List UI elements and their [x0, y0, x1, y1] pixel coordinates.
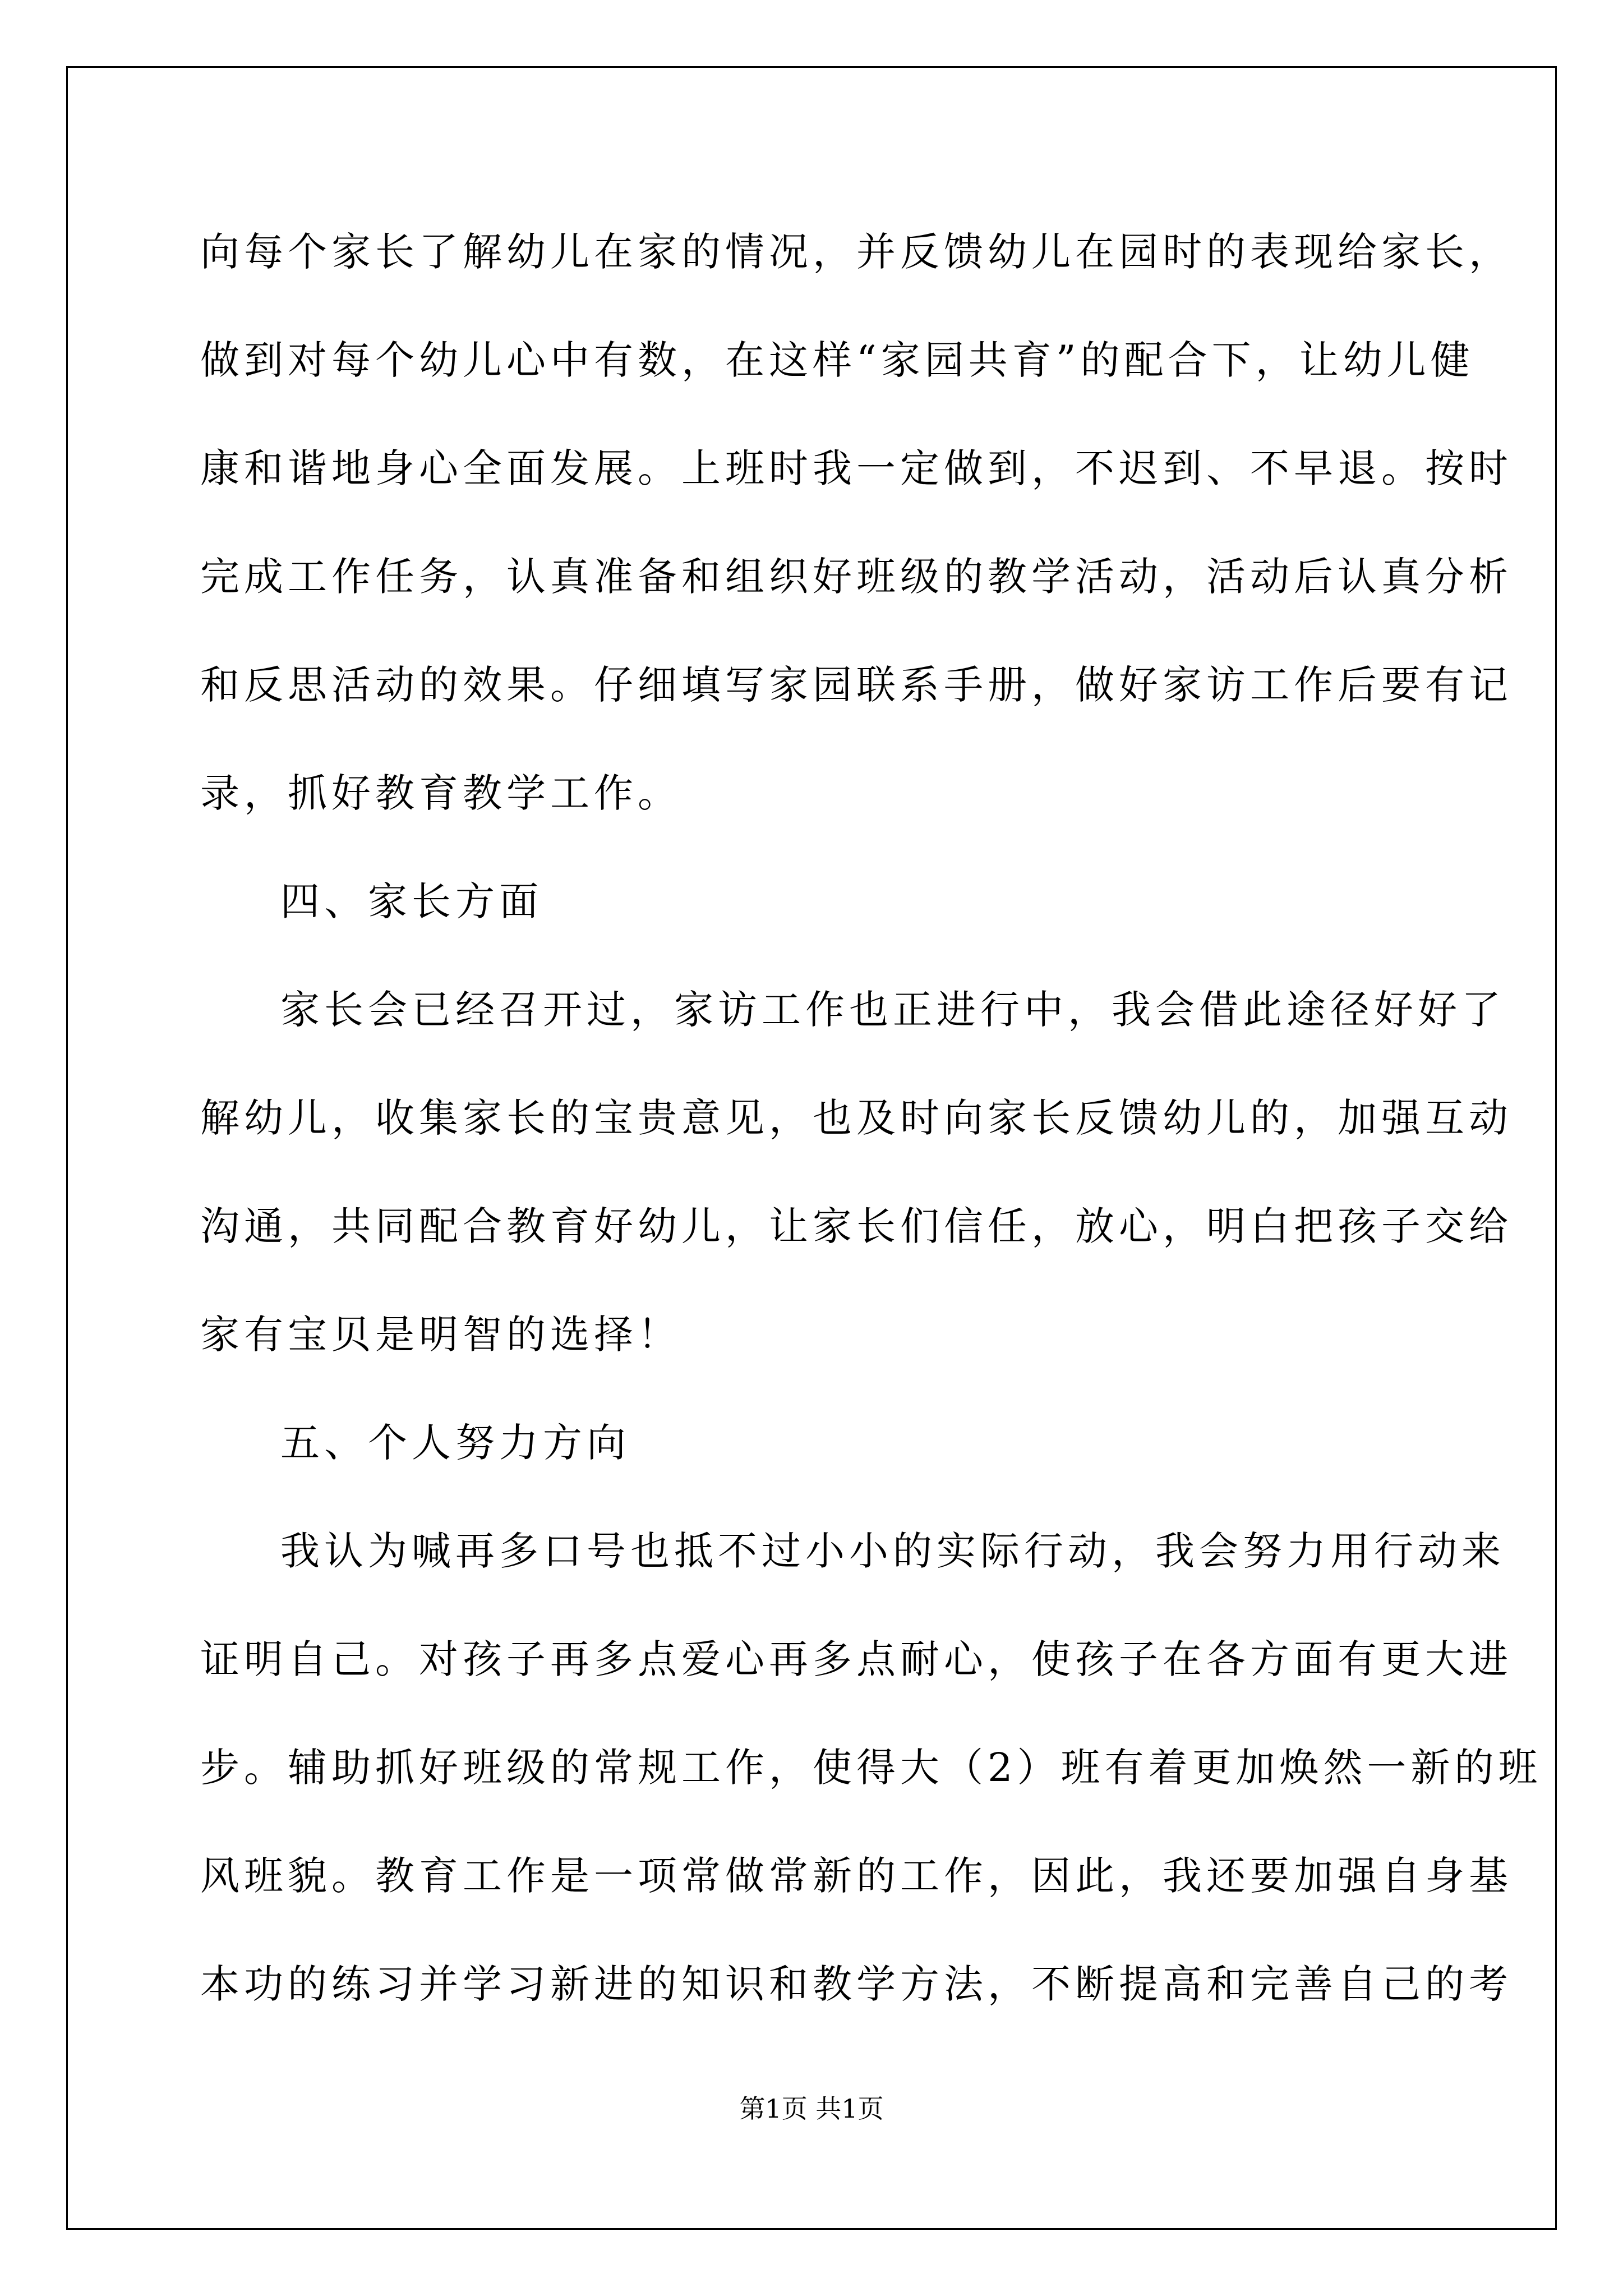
body-line-3: 康和谐地身心全面发展。上班时我一定做到，不迟到、不早退。按时 [200, 445, 1513, 491]
body-line-15: 步。辅助抓好班级的常规工作，使得大（2）班有着更加焕然一新的班 [200, 1745, 1542, 1791]
body-line-16: 风班貌。教育工作是一项常做常新的工作，因此，我还要加强自身基 [200, 1853, 1513, 1899]
body-line-10: 沟通，共同配合教育好幼儿，让家长们信任，放心，明白把孩子交给 [200, 1203, 1513, 1249]
body-line-11: 家有宝贝是明智的选择！ [200, 1312, 681, 1358]
body-line-8: 家长会已经召开过，家访工作也正进行中，我会借此途径好好了 [280, 987, 1505, 1033]
body-line-13: 我认为喊再多口号也抵不过小小的实际行动，我会努力用行动来 [280, 1528, 1505, 1574]
body-line-4: 完成工作任务，认真准备和组织好班级的教学活动，活动后认真分析 [200, 554, 1513, 600]
page-number-footer: 第1页 共1页 [739, 2093, 884, 2124]
page-frame [66, 66, 1557, 2230]
body-line-17: 本功的练习并学习新进的知识和教学方法，不断提高和完善自己的考 [200, 1961, 1513, 2007]
body-line-9: 解幼儿，收集家长的宝贵意见，也及时向家长反馈幼儿的，加强互动 [200, 1095, 1513, 1141]
section-heading-parents: 四、家长方面 [280, 878, 543, 924]
body-line-5: 和反思活动的效果。仔细填写家园联系手册，做好家访工作后要有记 [200, 662, 1513, 708]
body-line-2: 做到对每个幼儿心中有数，在这样“家园共育”的配合下，让幼儿健 [200, 337, 1474, 383]
body-line-1: 向每个家长了解幼儿在家的情况，并反馈幼儿在园时的表现给家长， [200, 229, 1513, 275]
body-line-6: 录，抓好教育教学工作。 [200, 770, 681, 816]
body-line-14: 证明自己。对孩子再多点爱心再多点耐心，使孩子在各方面有更大进 [200, 1636, 1513, 1682]
section-heading-personal-direction: 五、个人努力方向 [280, 1420, 630, 1466]
